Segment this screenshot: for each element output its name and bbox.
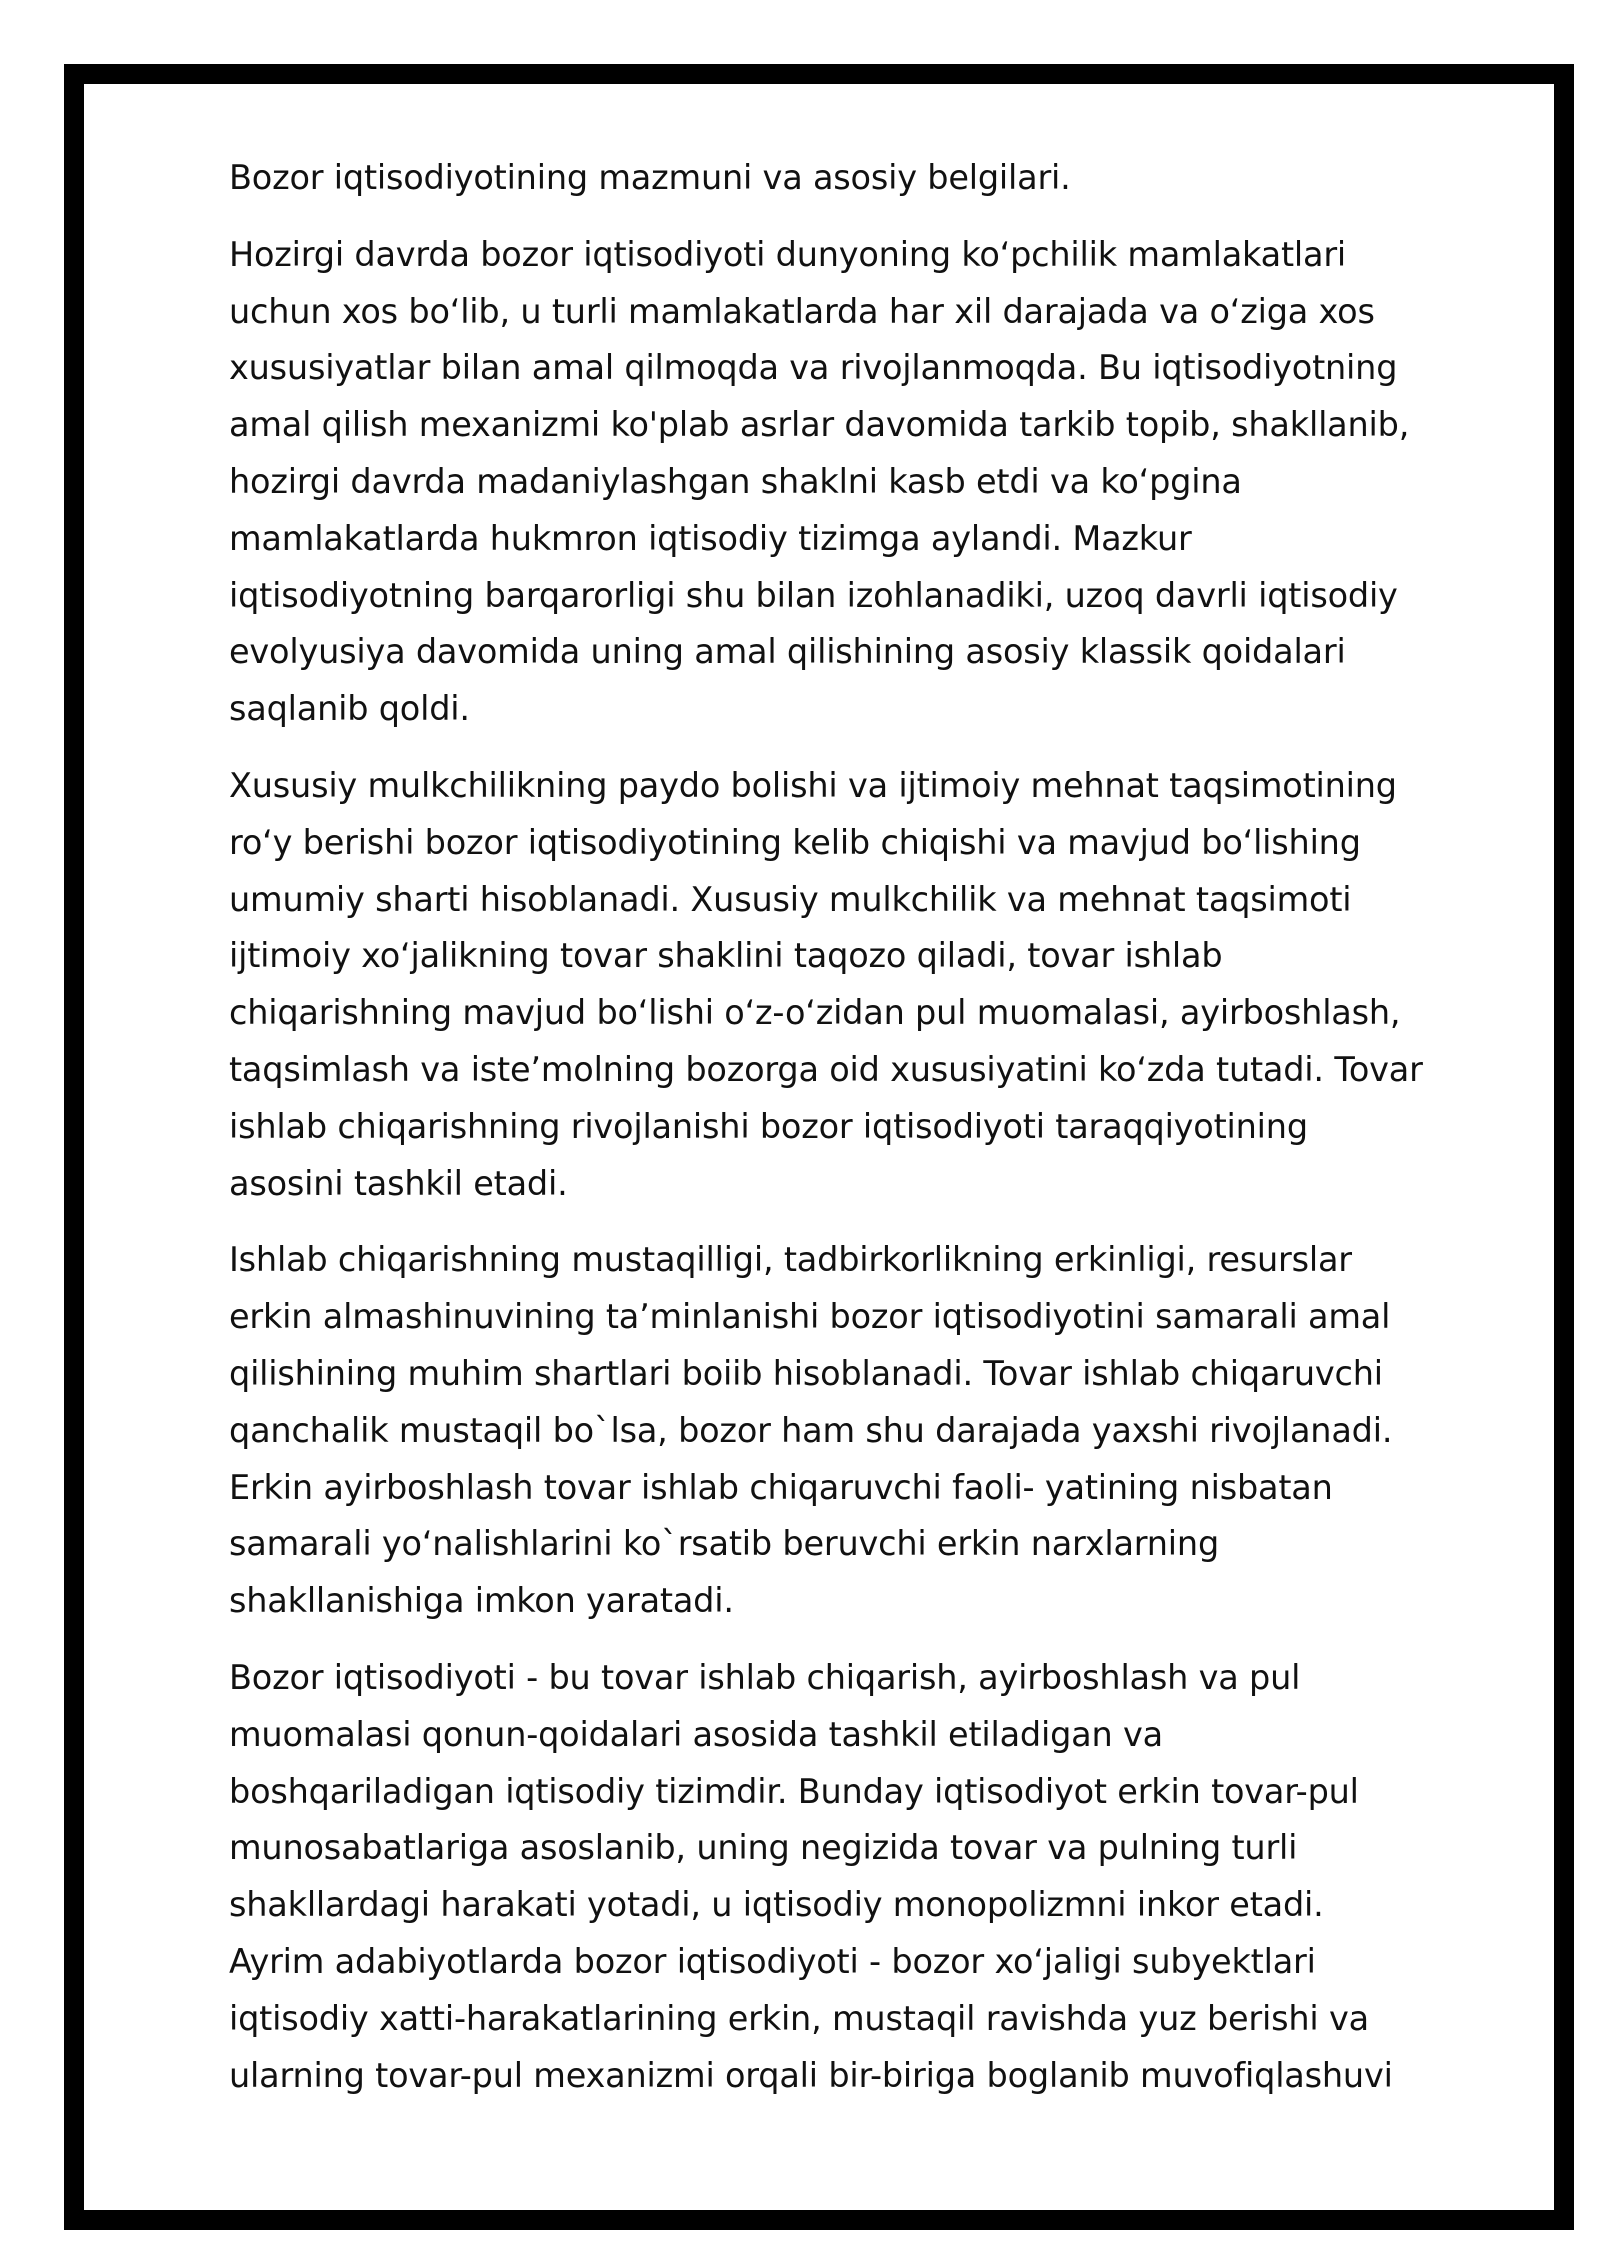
paragraph-line: muomalasi qonun-qoidalari asosida tashkil etiladigan va [229,1714,1163,1754]
paragraph-line: asosini tashkil etadi. [229,1163,568,1203]
paragraph-line: evolyusiya davomida uning amal qilishining asosiy klassik qoidalari [229,632,1346,672]
paragraph-line: qilishining muhim shartlari boiib hisoblanadi. Tovar ishlab chiqaruvchi [229,1353,1383,1393]
paragraph-line: iqtisodiy xatti-harakatlarining erkin, mustaqil ravishda yuz berishi va [229,1998,1369,2038]
paragraph-line: hozirgi davrda madaniylashgan shaklni kasb etdi va koʻpgina [229,461,1242,501]
paragraph-4 [229,1650,1499,2104]
paragraph-line: Hozirgi davrda bozor iqtisodiyoti dunyoning koʻpchilik mamlakatlari [229,234,1347,274]
paragraph-line: Bozor iqtisodiyoti - bu tovar ishlab chiqarish, ayirboshlash va pul [229,1657,1301,1697]
paragraph-line: Erkin ayirboshlash tovar ishlab chiqaruvchi faoli- yatining nisbatan [229,1467,1333,1507]
paragraph-line: ularning tovar-pul mexanizmi orqali bir-biriga boglanib muvofiqlashuvi [229,2055,1393,2095]
paragraph-line: iqtisodiyotning barqarorligi shu bilan izohlanadiki, uzoq davrli iqtisodiy [229,575,1398,615]
document-title: Bozor iqtisodiyotining mazmuni va asosiy belgilari. [229,158,1071,197]
paragraph-line: chiqarishning mavjud boʻlishi oʻz-oʻzidan pul muomalasi, ayirboshlash, [229,993,1401,1033]
paragraph-line: erkin almashinuvining ta’minlanishi bozor iqtisodiyotini samarali amal [229,1297,1391,1337]
paragraph-line: ishlab chiqarishning rivojlanishi bozor iqtisodiyoti taraqqiyotining [229,1106,1308,1146]
paragraph-line: Ishlab chiqarishning mustaqilligi, tadbirkorlikning erkinligi, resurslar [229,1240,1352,1280]
paragraph-line: roʻy berishi bozor iqtisodiyotining kelib chiqishi va mavjud boʻlishing [229,822,1361,862]
paragraph-line: Ayrim adabiyotlarda bozor iqtisodiyoti - bozor xoʻjaligi subyektlari [229,1941,1316,1981]
paragraph-line: samarali yoʻnalishlarini ko`rsatib beruvchi erkin narxlarning [229,1524,1220,1564]
paragraph-line: munosabatlariga asoslanib, uning negizida tovar va pulning turli [229,1828,1298,1868]
paragraph-line: amal qilish mexanizmi ko'plab asrlar davomida tarkib topib, shakllanib, [229,405,1410,445]
paragraph-line: boshqariladigan iqtisodiy tizimdir. Bunday iqtisodiyot erkin tovar-pul [229,1771,1359,1811]
paragraph-line: Xususiy mulkchilikning paydo bolishi va ijtimoiy mehnat taqsimotining [229,765,1397,805]
paragraph-line: taqsimlash va iste’molning bozorga oid xususiyatini koʻzda tutadi. Tovar [229,1049,1423,1089]
paragraph-line: saqlanib qoldi. [229,689,470,729]
paragraph-line: uchun xos boʻlib, u turli mamlakatlarda har xil darajada va oʻziga xos [229,291,1375,331]
paragraph-2 [229,758,1499,1212]
paragraph-line: mamlakatlarda hukmron iqtisodiy tizimga aylandi. Mazkur [229,518,1192,558]
paragraph-line: shakllanishiga imkon yaratadi. [229,1581,734,1621]
paragraph-line: shakllardagi harakati yotadi, u iqtisodiy monopolizmni inkor etadi. [229,1885,1324,1925]
paragraph-line: xususiyatlar bilan amal qilmoqda va rivojlanmoqda. Bu iqtisodiyotning [229,348,1398,388]
paragraph-line: umumiy sharti hisoblanadi. Xususiy mulkchilik va mehnat taqsimoti [229,879,1352,919]
paragraph-line: ijtimoiy xoʻjalikning tovar shaklini taqozo qiladi, tovar ishlab [229,936,1223,976]
paragraph-3 [229,1232,1499,1630]
paragraph-line: qanchalik mustaqil bo`lsa, bozor ham shu darajada yaxshi rivojlanadi. [229,1410,1393,1450]
paragraph-1 [229,227,1499,738]
document-body [229,150,1499,2124]
